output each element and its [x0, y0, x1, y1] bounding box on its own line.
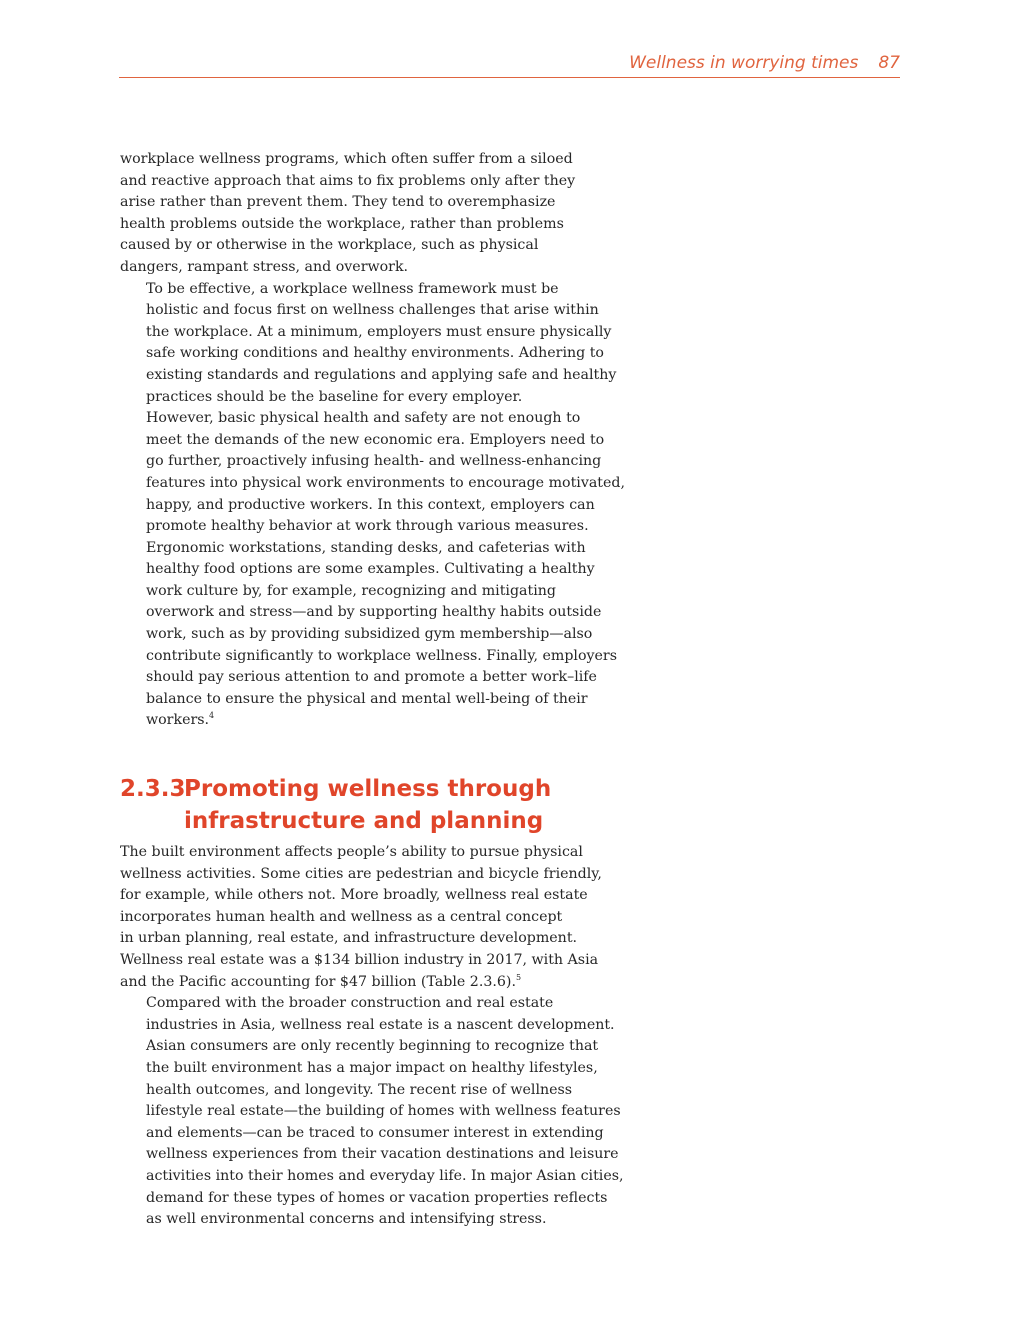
text-line: dangers, rampant stress, and overwork. — [120, 258, 409, 275]
text-line: healthy food options are some examples. Cultivating a healthy — [146, 561, 595, 578]
paragraph — [120, 408, 625, 732]
text-line: safe working conditions and healthy environments. Adhering to — [146, 345, 604, 362]
text-line: for example, while others not. More broadly, wellness real estate — [120, 887, 588, 904]
footnote-ref: 4 — [209, 711, 215, 721]
text-line: wellness activities. Some cities are pedestrian and bicycle friendly, — [120, 865, 602, 882]
text-line: Ergonomic workstations, standing desks, and cafeterias with — [146, 539, 586, 556]
body-text-section-2 — [120, 842, 624, 1231]
text-line: go further, proactively infusing health- and wellness-enhancing — [146, 453, 602, 470]
text-line: overwork and stress—and by supporting healthy habits outside — [146, 604, 602, 621]
text-line: incorporates human health and wellness as a central concept — [120, 908, 563, 925]
text-line: industries in Asia, wellness real estate is a nascent development. — [146, 1016, 615, 1033]
text-line — [120, 972, 610, 994]
page-number: 87 — [878, 53, 900, 73]
text-line: the built environment has a major impact on healthy lifestyles, — [146, 1059, 598, 1076]
running-header — [119, 50, 900, 78]
paragraph — [120, 279, 617, 409]
text-line: holistic and focus first on wellness challenges that arise within — [146, 302, 599, 319]
text-line — [120, 710, 610, 732]
text-line: Asian consumers are only recently beginning to recognize that — [146, 1038, 599, 1055]
text-line: However, basic physical health and safety are not enough to — [146, 410, 581, 427]
section-title-line: infrastructure and planning — [184, 808, 544, 834]
text-line: as well environmental concerns and intensifying stress. — [146, 1211, 547, 1228]
text-line: wellness experiences from their vacation destinations and leisure — [146, 1146, 619, 1163]
text-line: promote healthy behavior at work through various measures. — [146, 518, 589, 535]
footnote-ref: 5 — [515, 972, 522, 982]
text-line: arise rather than prevent them. They tend to overemphasize — [120, 194, 556, 211]
text-line: existing standards and regulations and applying safe and healthy — [146, 366, 617, 383]
text-line: features into physical work environments to encourage motivated, — [146, 474, 625, 491]
body-text-section-1 — [120, 149, 625, 732]
text-line: workplace wellness programs, which often suffer from a siloed — [120, 151, 573, 167]
text-line: health outcomes, and longevity. The recent rise of wellness — [146, 1081, 573, 1098]
text-line: lifestyle real estate—the building of homes with wellness features — [146, 1103, 621, 1120]
text-line: practices should be the baseline for every employer. — [146, 388, 523, 405]
text-line: The built environment affects people’s ability to pursue physical — [120, 844, 583, 860]
section-title — [184, 773, 624, 837]
text-line: contribute significantly to workplace wellness. Finally, employers — [146, 647, 617, 664]
text-line: in urban planning, real estate, and infrastructure development. — [120, 930, 578, 947]
text-line: should pay serious attention to and promote a better work–life — [146, 669, 597, 686]
text-line-content: and the Pacific accounting for $47 billion (Table 2.3.6). — [120, 973, 516, 990]
text-line: the workplace. At a minimum, employers must ensure physically — [146, 323, 612, 340]
text-line: and reactive approach that aims to fix problems only after they — [120, 172, 576, 189]
paragraph — [120, 993, 624, 1231]
section-number: 2.3.3 — [120, 776, 186, 802]
paragraph — [120, 842, 610, 993]
running-title: Wellness in worrying times — [629, 53, 859, 73]
text-line: and elements—can be traced to consumer interest in extending — [146, 1124, 604, 1141]
text-line: caused by or otherwise in the workplace, such as physical — [120, 237, 539, 254]
text-line: health problems outside the workplace, rather than problems — [120, 215, 564, 232]
text-line: balance to ensure the physical and mental well-being of their — [146, 690, 588, 707]
text-line: meet the demands of the new economic era. Employers need to — [146, 431, 605, 448]
text-line: work, such as by providing subsidized gym membership—also — [146, 626, 593, 643]
paragraph — [120, 149, 610, 279]
text-line: activities into their homes and everyday life. In major Asian cities, — [146, 1167, 624, 1184]
text-line: demand for these types of homes or vacation properties reflects — [146, 1189, 608, 1206]
text-line: work culture by, for example, recognizing and mitigating — [146, 582, 556, 599]
text-line-content: workers. — [146, 712, 210, 729]
text-line: To be effective, a workplace wellness framework must be — [146, 280, 559, 297]
section-title-line: Promoting wellness through — [184, 776, 552, 802]
text-line: happy, and productive workers. In this context, employers can — [146, 496, 595, 513]
text-line: Wellness real estate was a $134 billion industry in 2017, with Asia — [120, 951, 599, 968]
text-line: Compared with the broader construction and real estate — [146, 995, 554, 1012]
